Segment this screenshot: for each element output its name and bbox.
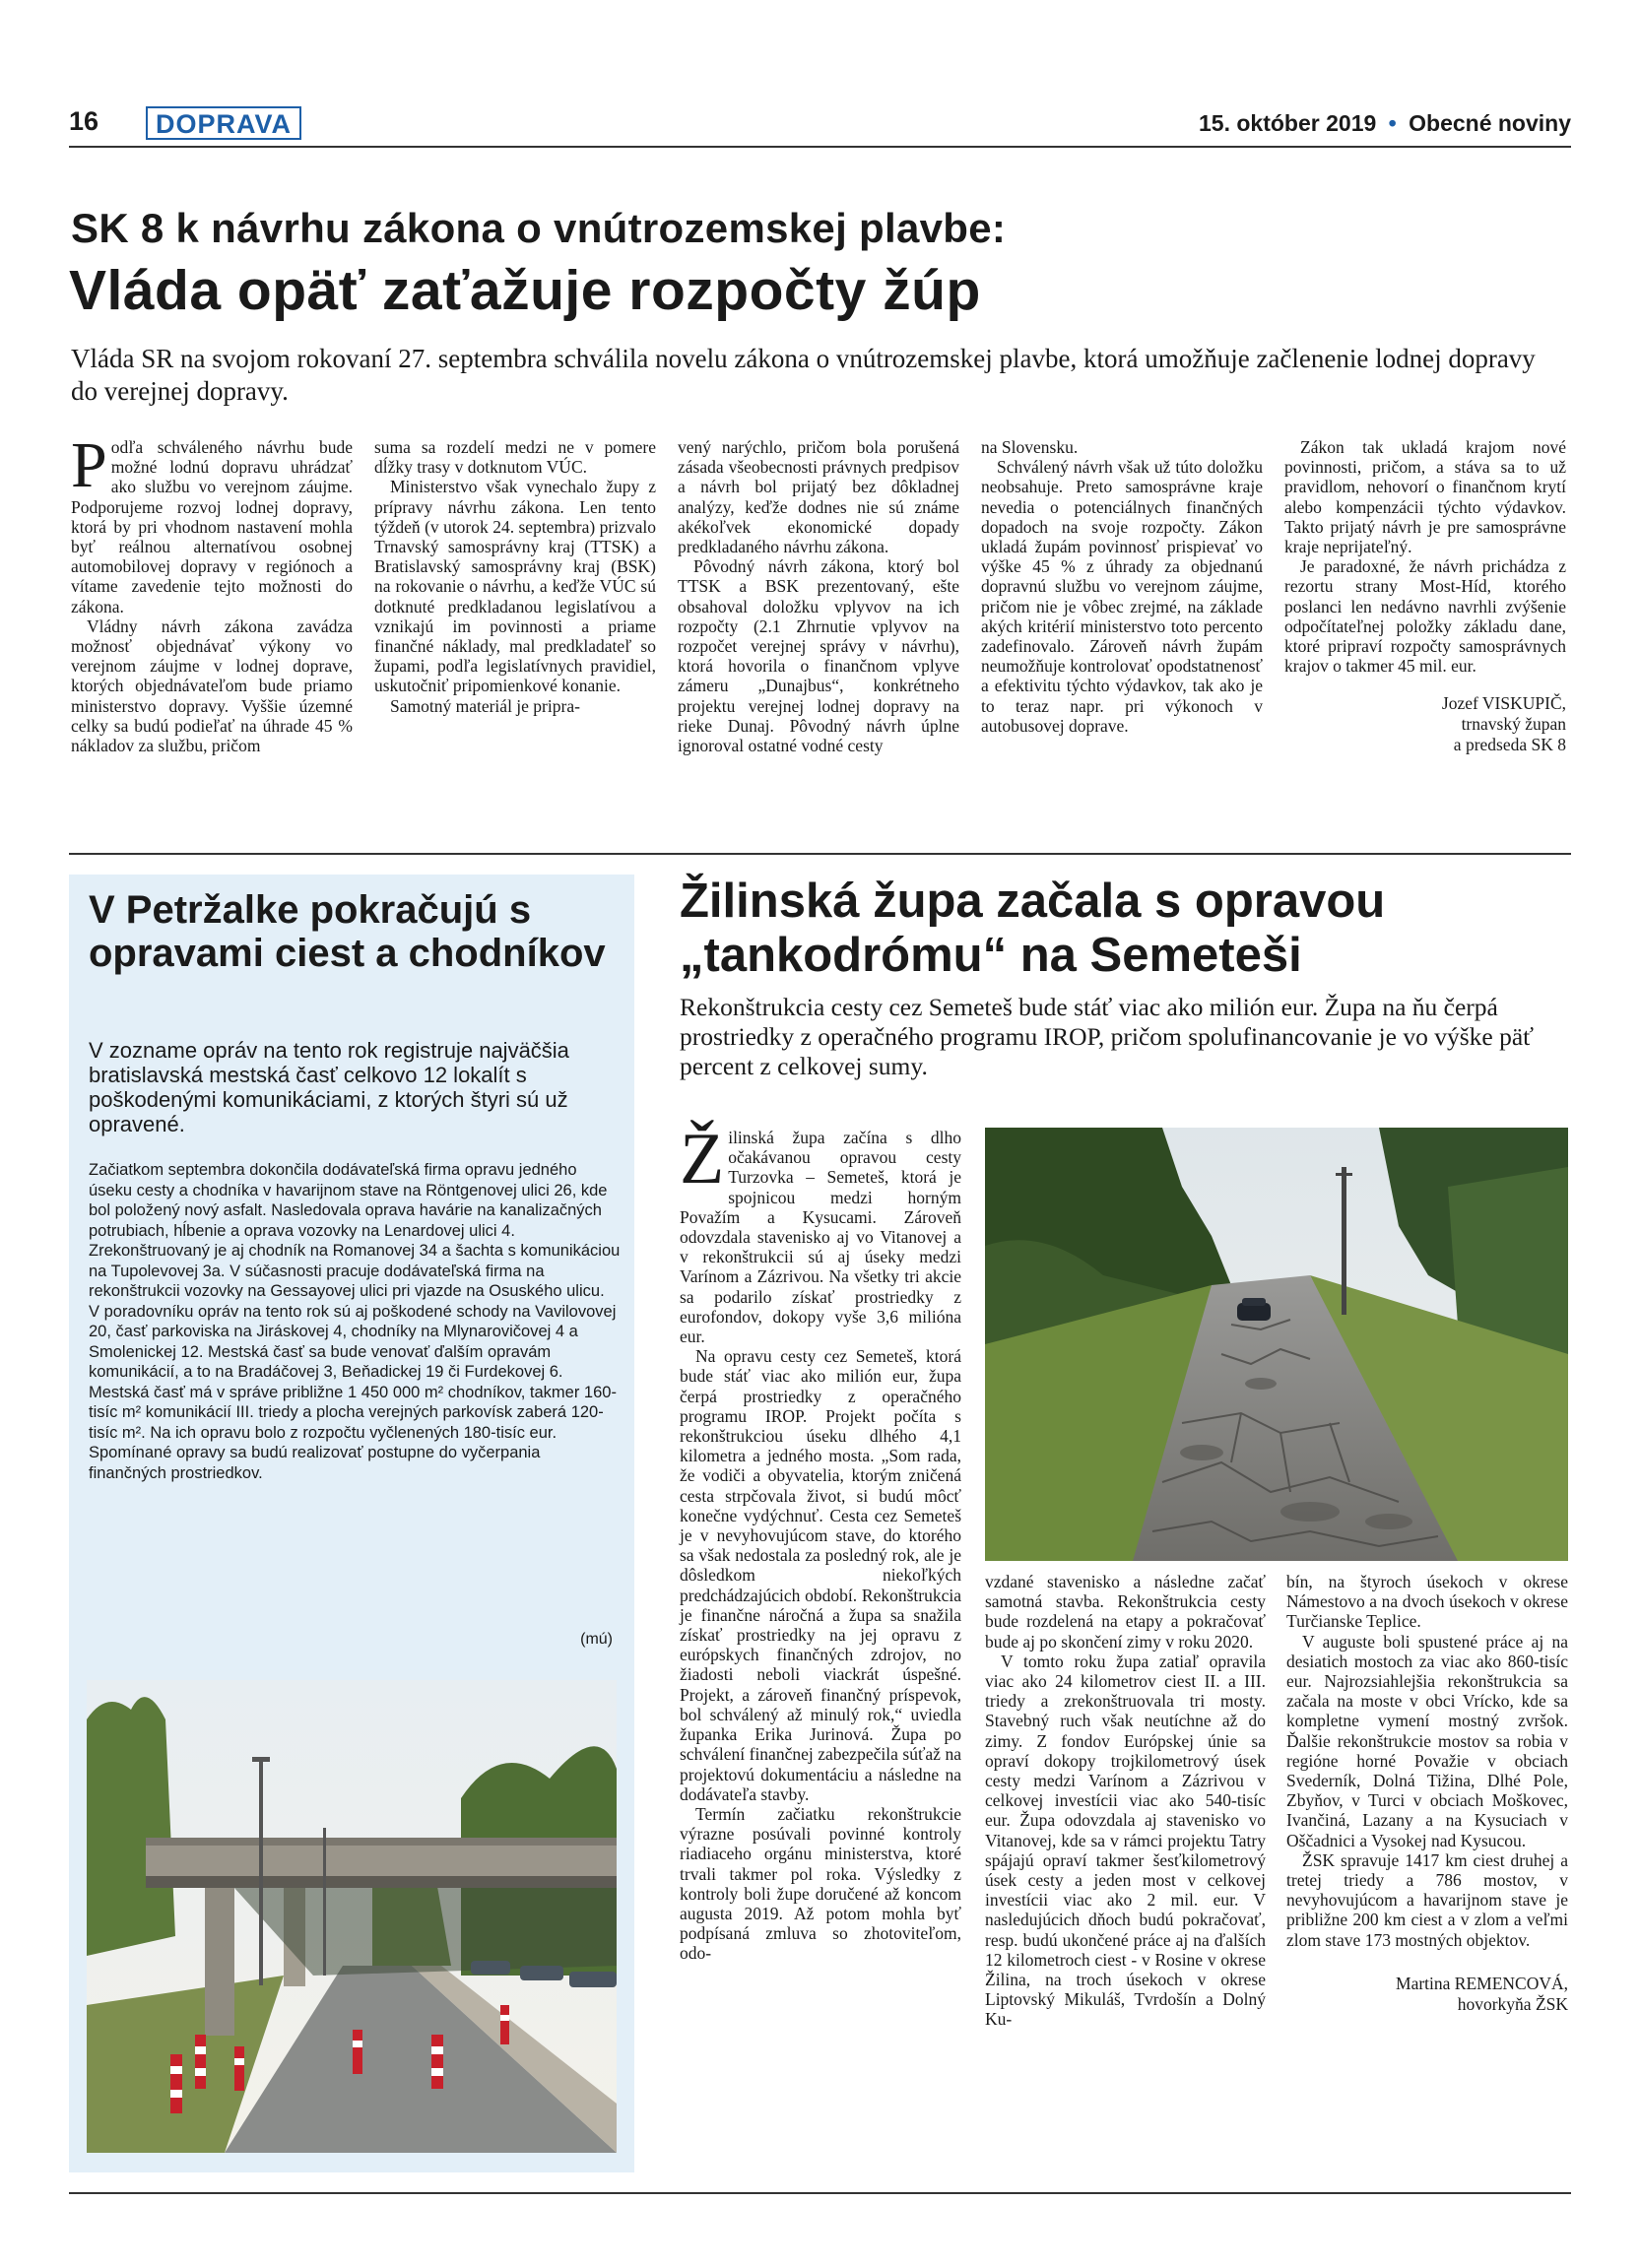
sidebar-box (69, 875, 634, 2172)
headline-line: „tankodrómu“ na Semeteši (680, 929, 1302, 982)
paragraph: Termín začiatku rekonštrukcie výrazne posúvali povinné kontroly riadiaceho orgánu ministerstva, ktoré trvali takmer pol roka. Výsledky z kontroly boli župe doručené až koncom augusta 2019. Až potom mohla byť podpísaná zmluva so zhotoviteľom, odo- (680, 1803, 961, 1964)
section-rule (69, 853, 1571, 855)
article2-headline (680, 875, 1385, 983)
issue-date: 15. október 2019 (1199, 110, 1377, 136)
article1-column-2 (374, 437, 656, 716)
sidebar-signature: (mú) (580, 1631, 613, 1648)
paragraph: vzdané stavenisko a následne začať samotná stavba. Rekonštrukcia cesty bude rozdelená na etapy a pokračovať bude aj po skončení zimy v roku 2020. (985, 1572, 1266, 1652)
article1-headline: Vláda opäť zaťažuje rozpočty žúp (69, 259, 981, 322)
paragraph: bín, na štyroch úsekoch v okrese Námestovo a na dvoch úsekoch v okrese Turčianske Teplice. (1286, 1572, 1568, 1632)
paragraph: Samotný materiál je pripra- (390, 695, 580, 716)
article1-column-4 (981, 437, 1263, 736)
article2-signature (1286, 1974, 1568, 2015)
publication-name: Obecné noviny (1409, 110, 1571, 136)
sidebar-lead: V zozname opráv na tento rok registruje najväčšia bratislavská mestská časť celkovo 12 lokalít s poškodenými komunikáciami, z ktorých štyri sú už opravené. (89, 1038, 569, 1136)
page-number: 16 (69, 106, 99, 136)
paragraph: Je paradoxné, že návrh prichádza z rezortu strany Most-Híd, ktorého poslanci len nedávno navrhli zvýšenie odpočítateľnej položky základu dane, ktoré pripraví rozpočty samosprávnych krajov o takmer 45 mil. eur. (1284, 556, 1566, 677)
paragraph: Ministerstvo však vynechalo župy z prípravy návrhu zákona. Len tento týždeň (v utorok 24. septembra) prizvalo Trnavský samosprávny kraj (TTSK) a Bratislavský samosprávny kraj (BSK) na rokovanie o návrhu, a keďže VÚC sú dotknuté predkladanou legislatívou a vznikajú im povinnosti a priame finančné náklady, mal predkladateľ so župami, podľa legislatívnych pravidiel, uskutočniť pripomienkové konanie. (374, 477, 656, 696)
paragraph: Zákon tak ukladá krajom nové povinnosti, pričom, a stáva sa to už pravidlom, nehovorí o finančnom krytí alebo kompenzácii týchto výdavkov. Takto prijatý návrh je pre samosprávne kraje neprijateľný. (1284, 437, 1566, 557)
section-label: DOPRAVA (146, 106, 301, 140)
paragraph: Mestská časť má v správe približne 1 450 000 m² chodníkov, takmer 160-tisíc m² komunikácií III. triedy a plocha verejných parkovísk zaberá 120-tisíc m². Na ich opravu bolo z rozpočtu vyčlenených 180-tisíc eur. Spomínané opravy sa budú realizovať postupne do vyčerpania finančných prostriedkov. (89, 1383, 617, 1482)
issue-info (1199, 110, 1571, 137)
separator-dot: • (1388, 110, 1397, 136)
article1-column-1 (71, 429, 353, 756)
paragraph: V poradovníku opráv na tento rok sú aj poškodené schody na Vavilovovej 20, časť parkoviska na Jiráskovej 4, chodníky na Mlynarovičovej 4 a Smolenickej 12. Mestská časť sa bude venovať ďalším opravám komunikácií, a to na Bradáčovej 3, Beňadickej 19 či Furdekovej 6. (89, 1302, 617, 1381)
article1-column-5 (1284, 437, 1566, 755)
article1-column-3 (678, 437, 959, 755)
paragraph: V tomto roku župa zatiaľ opravila viac ako 24 kilometrov ciest II. a III. triedy a zrekonštruovala tri mosty. Stavebný ruch však neutíchne až do zimy. Z fondov Európskej únie sa opraví dokopy trojkilometrový úsek cesty medzi Varínom a Zázrivou v celkovej investícii viac ako 540-tisíc eur. Župa odovzdala aj stavenisko vo Vitanovej, kde sa v rámci projektu Tatry spájajú opraví takmer šesťkilometrový úsek cesty a jeden most v celkovej investícii viac ako 2 mil. eur. V nasledujúcich dňoch budú pokračovať, resp. budú ukončené práce aj na ďalších 12 kilometroch ciest - v Rosine v okrese Žilina, na troch úsekoch v okrese Liptovský Mikuláš, Tvrdošín a Dolný Ku- (985, 1651, 1266, 2030)
paragraph: ilinská župa začína s dlho očakávanou opravou cesty Turzovka – Semeteš, ktorá je spojnicou medzi horným Považím a Kysucami. Zároveň odovzdala stavenisko aj vo Vitanovej a v rekonštrukcii sú aj úseky medzi Varínom a Zázrivou. Na všetky tri akcie sa podarilo získať prostriedky z eurofondov, dokopy vyše 3,6 milióna eur. (680, 1128, 961, 1347)
headline-line: Žilinská župa začala s opravou (680, 875, 1386, 928)
author-name: Jozef VISKUPIČ, (1441, 693, 1566, 714)
article2-column-1 (680, 1119, 961, 1964)
drop-cap: Ž (680, 1119, 725, 1199)
article1-kicker: SK 8 k návrhu zákona o vnútrozemskej plavbe: (71, 205, 1007, 251)
paragraph: na Slovensku. (981, 437, 1079, 457)
article2-column-3 (1286, 1572, 1568, 2015)
page-header (69, 106, 1571, 140)
paragraph: V auguste boli spustené práce aj na desiatich mostoch za viac ako 860-tisíc eur. Najrozsiahlejšia rekonštrukcia sa začala na moste v obci Vrícko, kde sa kompletne vymení mostný zvršok. Ďalšie rekonštrukcie mostov sa robia v regióne horné Považie v obciach Svederník, Dolná Tižina, Dlhé Pole, Zbyňov, v Turci v obciach Moškovec, Ivančiná, Lazany a na Kysuciach v Oščadnici a Vysokej nad Kysucou. (1286, 1631, 1568, 1850)
paragraph: vený narýchlo, pričom bola porušená zásada všeobecnosti právnych predpisov a návrh bol prijatý bez dôkladnej analýzy, keďže dodnes nie sú známe akékoľvek ekonomické dopady predkladaného návrhu zákona. (678, 437, 959, 557)
author-role: hovorkyňa ŽSK (1457, 1993, 1568, 2014)
drop-cap: P (71, 429, 107, 501)
sidebar-title: V Petržalke pokračujú s opravami ciest a chodníkov (89, 888, 606, 975)
paragraph: Na opravu cesty cez Semeteš, ktorá bude stáť viac ako milión eur, župa čerpá prostriedky z operačného programu IROP. Projekt počíta s rekonštrukciou úseku dlhého 4,1 kilometra a jedného mosta. „Som rada, že vodiči a obyvatelia, ktorým zničená cesta strpčovala život, si budú môcť konečne vydýchnuť. Cesta cez Semeteš je v nevyhovujúcom stave, do ktorého sa však nedostala za posledný rok, ale je dôsledkom niekoľkých predchádzajúcich období. Rekonštrukcia je finančne náročná a župa sa snažila získať prostriedky na jej opravu z európskych finančných zdrojov, no žiadosti neboli viackrát úspešné. Projekt, a zároveň finančný príspevok, bol schválený až minulý rok,“ uviedla županka Erika Jurinová. Župa po schválení finančnej zabezpečila súťaž na projektovú dokumentáciu a následne na dodávateľa stavby. (680, 1346, 961, 1804)
footer-rule (69, 2192, 1571, 2194)
article2-column-2 (985, 1572, 1266, 2030)
article1-lead: Vláda SR na svojom rokovaní 27. septembra schválila novelu zákona o vnútrozemskej plavbe, ktorá umožňuje začlenenie lodnej dopravy do verejnej dopravy. (71, 344, 1536, 406)
paragraph: suma sa rozdelí medzi ne v pomere dĺžky trasy v dotknutom VÚC. (374, 437, 656, 478)
header-rule (69, 146, 1571, 148)
article1-signature (1284, 693, 1566, 755)
paragraph: Vládny návrh zákona zavádza možnosť objednávať výkony vo verejnom záujme v lodnej doprave, ktorých objednávateľom bude priamo ministerstvo dopravy. Vyššie územné celky sa budú podieľať na úhrade 45 % nákladov za službu, pričom (71, 616, 353, 756)
author-name: Martina REMENCOVÁ, (1396, 1973, 1568, 1993)
article2-lead: Rekonštrukcia cesty cez Semeteš bude stáť viac ako milión eur. Župa na ňu čerpá prostriedky z operačného programu IROP, pričom spolufinancovanie je vo výške päť percent z celkovej sumy. (680, 993, 1535, 1080)
bridge-photo (87, 1680, 617, 2153)
paragraph: Schválený návrh však už túto doložku neobsahuje. Preto samosprávne kraje nevedia o potenciálnych finančných dopadoch na svoje rozpočty. Zákon ukladá župám povinnosť prispievať vo výške 45 % z úhrady za objednanú dopravnú službu vo verejnom záujme, pričom nie je vôbec zrejmé, na základe akých kritérií ministerstvo toto percento zadefinovalo. Zároveň návrh župám neumožňuje kontrolovať opodstatnenosť a efektivitu týchto výdavkov, tak ako je to teraz napr. pri výkonoch v autobusovej doprave. (981, 457, 1263, 736)
author-role: a predseda SK 8 (1453, 735, 1566, 755)
paragraph: Pôvodný návrh zákona, ktorý bol TTSK a BSK prezentovaný, ešte obsahoval doložku vplyvov na ich rozpočty (2.1 Zhrnutie vplyvov na rozpočet verejnej správy v návrhu), ktorá hovorila o finančnom vplyve zámeru „Dunajbus“, konkrétneho projektu verejnej lodnej dopravy na rieke Dunaj. Pôvodný návrh úplne ignoroval ostatné vodné cesty (678, 556, 959, 756)
paragraph: ŽSK spravuje 1417 km ciest druhej a tretej triedy a 786 mostov, v nevyhovujúcom a havarijnom stave je približne 200 km ciest a v zlom a veľmi zlom stave 173 mostných objektov. (1286, 1849, 1568, 1950)
paragraph: Začiatkom septembra dokončila dodávateľská firma opravu jedného úseku cesty a chodníka v havarijnom stave na Röntgenovej ulici 26, kde bol položený nový asfalt. Nasledovala oprava havárie na kanalizačných potrubiach, hĺbenie a oprava vozovky na Lenardovej ulici 4. Zrekonštruovaný je aj chodník na Romanovej 34 a šachta s komunikáciou na Tupolevovej 3a. V súčasnosti pracuje dodávateľská firma na rekonštrukcii vozovky na Gessayovej ulici pri vjazde na Osuského ulicu. (89, 1161, 621, 1300)
road-photo (985, 1128, 1568, 1561)
paragraph: odľa schváleného návrhu bude možné lodnú dopravu uhrádzať ako službu vo verejnom záujme. Podporujeme rozvoj lodnej dopravy, ktorá by pri vhodnom nastavení mohla byť reálnou alternatívou osobnej automobilovej dopravy v regiónoch a vítame zavedenie tejto možnosti do zákona. (71, 437, 353, 616)
author-role: trnavský župan (1461, 714, 1566, 735)
sidebar-body (89, 1160, 621, 1483)
